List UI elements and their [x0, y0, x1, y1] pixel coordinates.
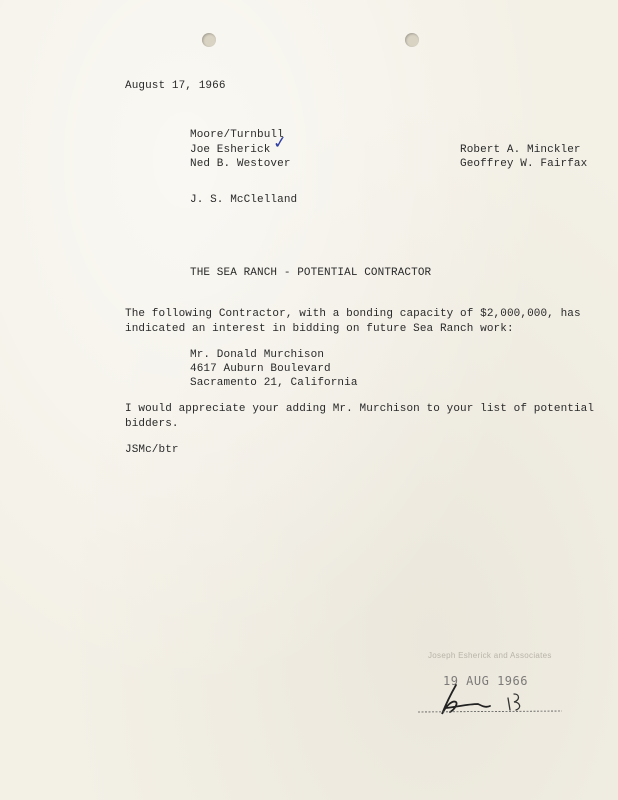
punch-hole-right: [405, 33, 419, 47]
letter-subject: THE SEA RANCH - POTENTIAL CONTRACTOR: [190, 267, 432, 279]
received-stamp-company: Joseph Esherick and Associates: [428, 651, 552, 660]
check-mark-icon: ✓: [271, 132, 289, 154]
recipient-geoffrey-fairfax: Geoffrey W. Fairfax: [460, 158, 588, 170]
letter-date: August 17, 1966: [125, 80, 226, 92]
recipient-moore-turnbull: Moore/Turnbull: [190, 129, 284, 141]
handwritten-initials-signature: [416, 680, 566, 720]
received-stamp-date: 19 AUG 1966: [443, 674, 528, 688]
sender-name: J. S. McClelland: [190, 194, 298, 206]
recipient-joe-esherick: Joe Esherick: [190, 144, 271, 156]
recipient-robert-minckler: Robert A. Minckler: [460, 144, 581, 156]
address-name: Mr. Donald Murchison: [190, 349, 325, 361]
recipient-ned-westover: Ned B. Westover: [190, 158, 291, 170]
body-line-4: bidders.: [125, 418, 179, 430]
address-street: 4617 Auburn Boulevard: [190, 363, 331, 375]
body-line-2: indicated an interest in bidding on future Sea Ranch work:: [125, 323, 514, 335]
typist-initials: JSMc/btr: [125, 444, 179, 456]
address-city: Sacramento 21, California: [190, 377, 358, 389]
body-line-1: The following Contractor, with a bonding capacity of $2,000,000, has: [125, 308, 581, 320]
body-line-3: I would appreciate your adding Mr. Murchison to your list of potential: [125, 403, 595, 415]
punch-hole-left: [202, 33, 216, 47]
